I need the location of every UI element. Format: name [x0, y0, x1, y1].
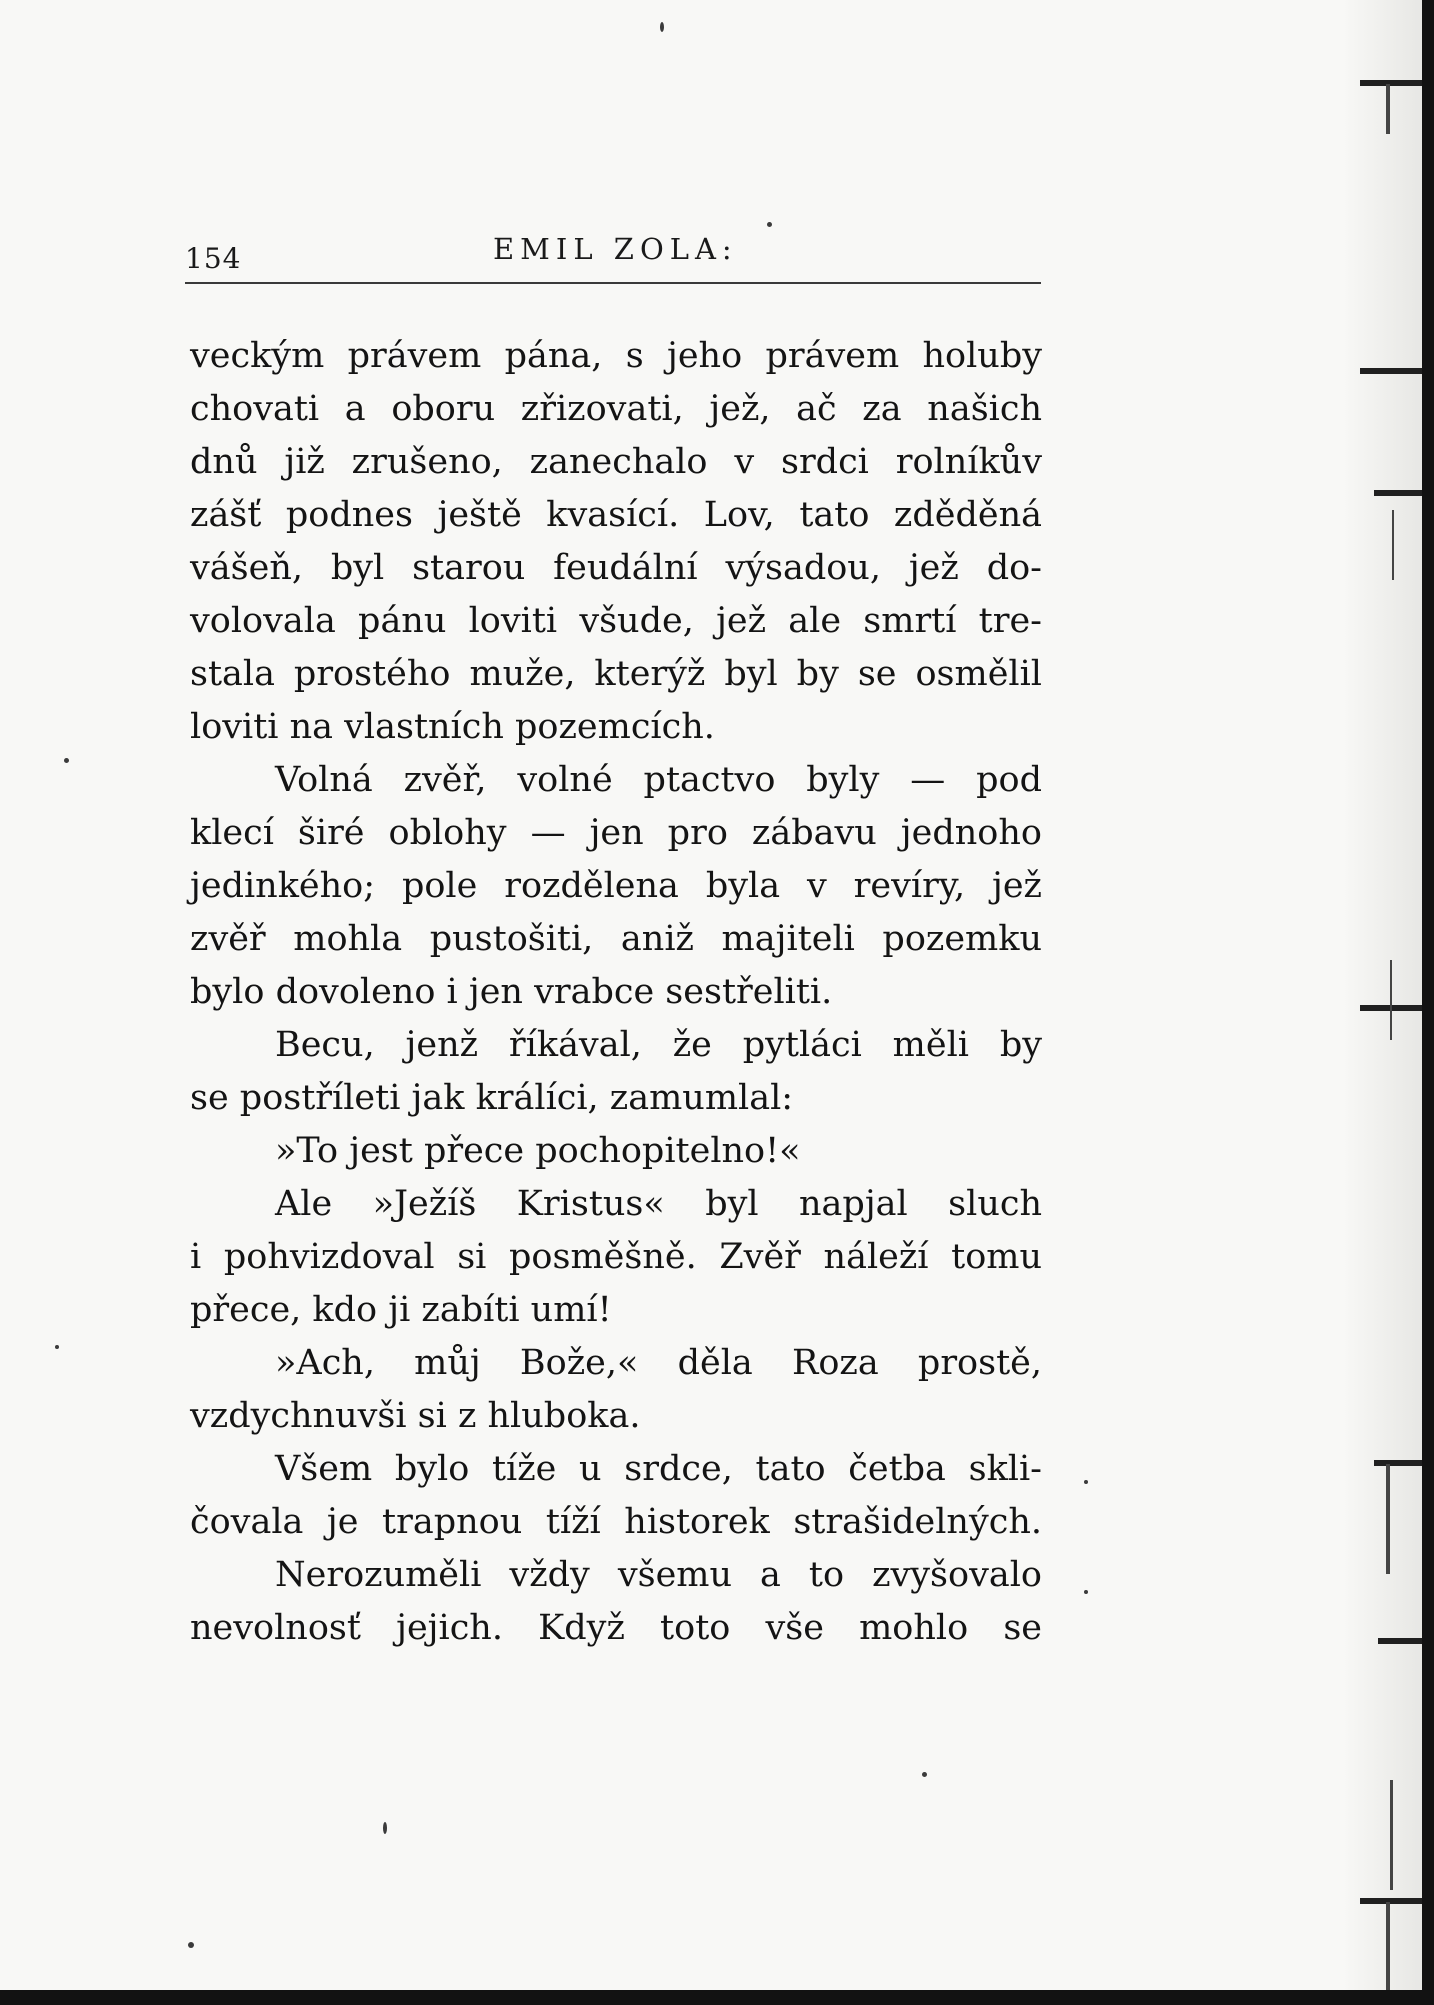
scan-speck	[1084, 1590, 1088, 1594]
text-line: Všem bylo tíže u srdce, tato četba skli-	[275, 1449, 1042, 1489]
text-line: nevolnosť jejich. Když toto vše mohlo se	[190, 1608, 1042, 1648]
text-line: chovati a oboru zřizovati, jež, ač za našich	[190, 389, 1042, 429]
text-line: i pohvizdoval si posměšně. Zvěř náleží tomu	[190, 1237, 1042, 1277]
scan-speck	[922, 1772, 927, 1777]
running-head	[185, 228, 1041, 278]
binding-mark	[1360, 80, 1422, 86]
text-line: dnů již zrušeno, zanechalo v srdci rolníkův	[190, 442, 1042, 482]
binding-mark	[1386, 1902, 1390, 1990]
text-line: Becu, jenž říkával, že pytláci měli by	[275, 1025, 1042, 1065]
text-line: přece, kdo ji zabíti umí!	[190, 1290, 612, 1330]
text-line: »To jest přece pochopitelno!«	[275, 1131, 801, 1171]
scan-speck	[660, 22, 664, 32]
text-line: vzdychnuvši si z hluboka.	[190, 1396, 641, 1436]
running-title: EMIL ZOLA:	[493, 232, 738, 266]
text-line: Nerozuměli vždy všemu a to zvyšovalo	[275, 1555, 1042, 1595]
binding-mark	[1390, 960, 1392, 1040]
scan-speck	[64, 758, 69, 763]
text-line: stala prostého muže, kterýž byl by se osmělil	[190, 654, 1042, 694]
header-rule	[185, 282, 1041, 284]
text-line: bylo dovoleno i jen vrabce sestřeliti.	[190, 972, 833, 1012]
scan-speck	[383, 1822, 387, 1834]
text-line: veckým právem pána, s jeho právem holuby	[190, 336, 1042, 376]
text-line: zášť podnes ještě kvasící. Lov, tato zděděná	[190, 495, 1042, 535]
text-line: jedinkého; pole rozdělena byla v revíry, jež	[190, 866, 1042, 906]
scan-speck	[767, 222, 772, 227]
scan-speck	[188, 1942, 194, 1948]
binding-mark	[1360, 368, 1422, 374]
binding-mark	[1386, 1464, 1390, 1574]
binding-mark	[1378, 1638, 1422, 1644]
text-line: Volná zvěř, volné ptactvo byly — pod	[275, 760, 1042, 800]
text-line: klecí širé oblohy — jen pro zábavu jednoho	[190, 813, 1042, 853]
text-line: volovala pánu loviti všude, jež ale smrtí tre-	[190, 601, 1042, 641]
scan-speck	[55, 1345, 59, 1349]
text-line: zvěř mohla pustošiti, aniž majiteli pozemku	[190, 919, 1042, 959]
text-line: vášeň, byl starou feudální výsadou, jež do-	[190, 548, 1042, 588]
binding-mark	[1374, 1460, 1422, 1466]
binding-mark	[1392, 510, 1394, 580]
text-line: »Ach, můj Bože,« děla Roza prostě,	[275, 1343, 1042, 1383]
text-line: čovala je trapnou tíží historek strašidelných.	[190, 1502, 1042, 1542]
scan-speck	[1084, 1480, 1088, 1484]
body-text	[190, 330, 1042, 1655]
binding-mark	[1360, 1898, 1422, 1904]
text-line: se postříleti jak králíci, zamumlal:	[190, 1078, 794, 1118]
binding-mark	[1374, 490, 1422, 496]
page-edge-shadow	[1342, 0, 1422, 1990]
binding-mark	[1390, 1780, 1393, 1890]
binding-mark	[1386, 84, 1390, 134]
text-line: loviti na vlastních pozemcích.	[190, 707, 715, 747]
text-line: Ale »Ježíš Kristus« byl napjal sluch	[275, 1184, 1042, 1224]
page-number: 154	[185, 242, 242, 275]
